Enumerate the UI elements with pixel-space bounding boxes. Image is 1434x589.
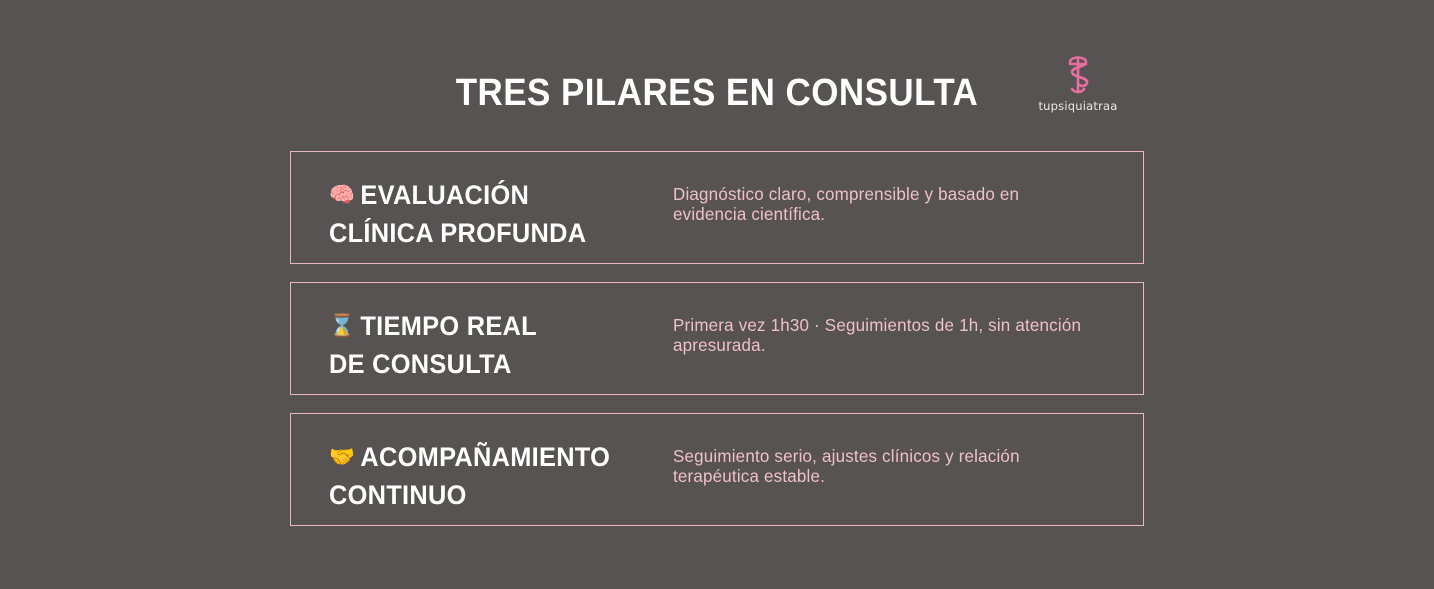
pillar-title <box>329 438 613 515</box>
pillar-description-block <box>641 414 1143 486</box>
list-item <box>290 413 1144 526</box>
pillar-description: Seguimiento serio, ajustes clínicos y relación terapéutica estable. <box>673 446 1020 486</box>
pillar-description-block <box>641 152 1143 224</box>
pillars-list <box>290 151 1144 544</box>
pillar-title-line2: CLÍNICA PROFUNDA <box>329 218 587 249</box>
pillar-title-line1: TIEMPO REAL <box>360 311 537 341</box>
pillar-description: Diagnóstico claro, comprensible y basado en evidencia científica. <box>673 184 1020 224</box>
logo-wordmark: tupsiquiatraa <box>1038 99 1118 113</box>
page-title: TRES PILARES EN CONSULTA <box>455 72 979 114</box>
caduceus-monogram-icon <box>1030 52 1126 98</box>
pillar-title <box>329 176 613 253</box>
list-item <box>290 282 1144 395</box>
pillar-description-block <box>641 283 1143 355</box>
pillar-heading-block <box>291 152 641 253</box>
brand-logo <box>1030 52 1126 120</box>
handshake-emoji: 🤝 <box>329 445 355 470</box>
pillar-title-line1: EVALUACIÓN <box>360 180 530 210</box>
pillar-title-line2: CONTINUO <box>329 480 467 511</box>
pillar-heading-block <box>291 283 641 384</box>
pillar-title-line2: DE CONSULTA <box>329 349 512 380</box>
brain-emoji: 🧠 <box>329 183 355 208</box>
slide-header <box>0 72 1434 132</box>
pillar-title-line1: ACOMPAÑAMIENTO <box>360 442 611 472</box>
pillar-description: Primera vez 1h30 · Seguimientos de 1h, sin atención apresurada. <box>673 315 1082 355</box>
pillar-title <box>329 307 613 384</box>
list-item <box>290 151 1144 264</box>
pillar-heading-block <box>291 414 641 515</box>
hourglass-emoji: ⌛ <box>329 314 355 339</box>
